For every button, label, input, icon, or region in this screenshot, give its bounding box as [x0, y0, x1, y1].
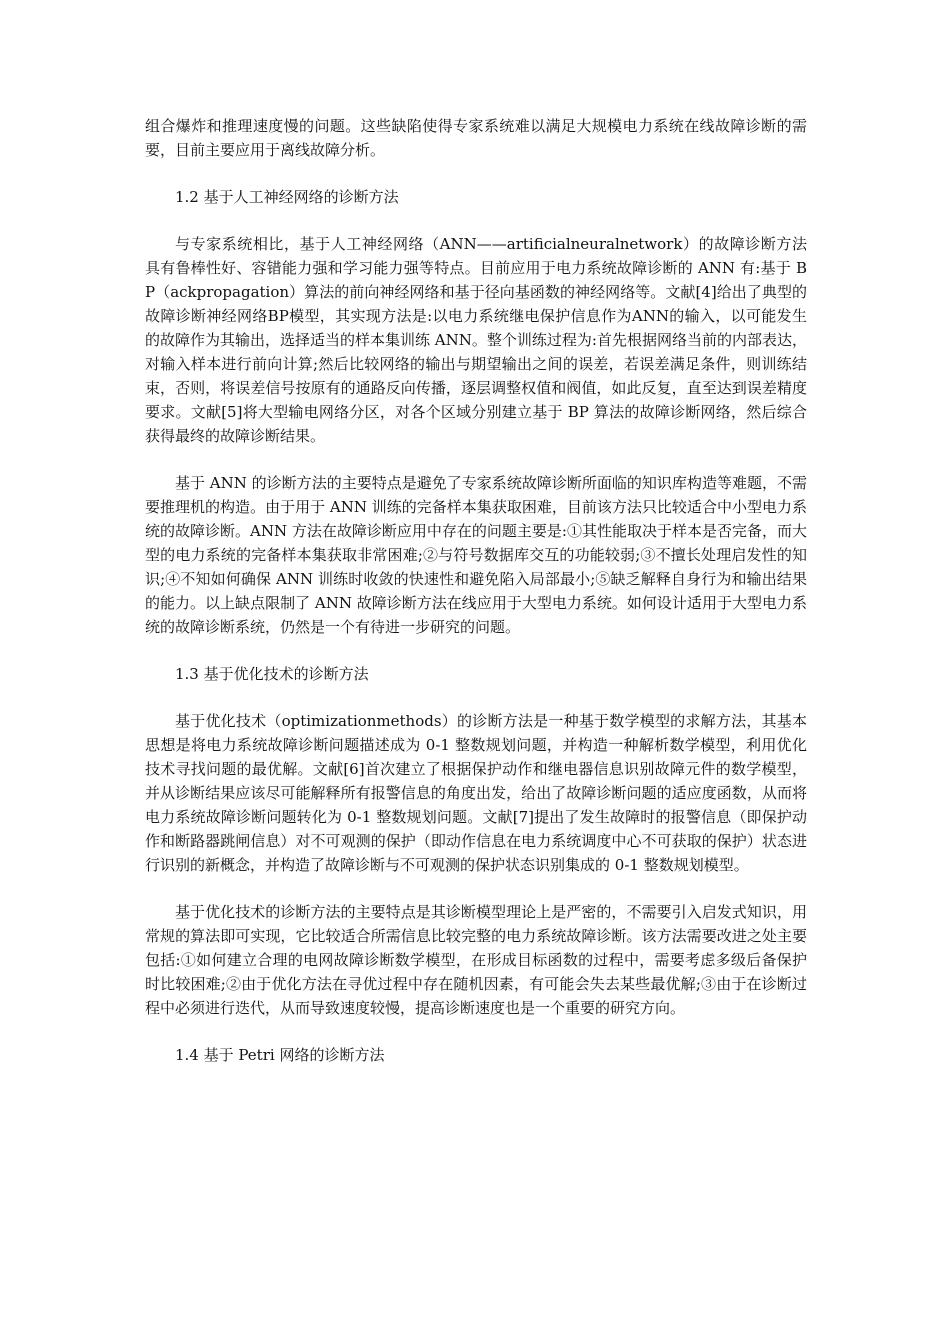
- section-heading-1-2: 1.2 基于人工神经网络的诊断方法: [175, 188, 399, 206]
- paragraph-optimization-features: 基于优化技术的诊断方法的主要特点是其诊断模型理论上是严密的，不需要引入启发式知识，用常规的算法即可实现，它比较适合所需信息比较完整的电力系统故障诊断。该方法需要改进之处主要包括:①如何建立合理的电网故障诊断数学模型，在形成目标函数的过程中，需要考虑多级后备保护时比较困难;②由于优化方法在寻优过程中存在随机因素，有可能会失去某些最优解;③由于在诊断过程中必须进行迭代，从而导致速度较慢，提高诊断速度也是一个重要的研究方向。: [145, 903, 807, 1017]
- section-heading-1-3: 1.3 基于优化技术的诊断方法: [175, 665, 369, 683]
- paragraph-continuation: 组合爆炸和推理速度慢的问题。这些缺陷使得专家系统难以满足大规模电力系统在线故障诊断的需要，目前主要应用于离线故障分析。: [145, 117, 807, 159]
- paragraph-ann-overview: 与专家系统相比，基于人工神经网络（ANN——artificialneuralnetwork）的故障诊断方法具有鲁棒性好、容错能力强和学习能力强等特点。目前应用于电力系统故障诊断的 ANN 有:基于 BP（ackpropagation）算法的前向神经网络和基于径向基函数的神经网络等。文献[4]给出了典型的故障诊断神经网络BP模型，其实现方法是:以电力系统继电保护信息作为ANN的输入，以可能发生的故障作为其输出，选择适当的样本集训练 ANN。整个训练过程为:首先根据网络当前的内部表达，对输入样本进行前向计算;然后比较网络的输出与期望输出之间的误差，若误差满足条件，则训练结束，否则，将误差信号按原有的通路反向传播，逐层调整权值和阀值，如此反复，直至达到误差精度要求。文献[5]将大型输电网络分区，对各个区域分别建立基于 BP 算法的故障诊断网络，然后综合获得最终的故障诊断结果。: [145, 235, 807, 445]
- document-body: [145, 114, 807, 1090]
- paragraph-optimization-overview: 基于优化技术（optimizationmethods）的诊断方法是一种基于数学模型的求解方法，其基本思想是将电力系统故障诊断问题描述成为 0-1 整数规划问题，并构造一种解析数学模型，利用优化技术寻找问题的最优解。文献[6]首次建立了根据保护动作和继电器信息识别故障元件的数学模型，并从诊断结果应该尽可能解释所有报警信息的角度出发，给出了故障诊断问题的适应度函数，从而将电力系统故障诊断问题转化为 0-1 整数规划问题。文献[7]提出了发生故障时的报警信息（即保护动作和断路器跳闸信息）对不可观测的保护（即动作信息在电力系统调度中心不可获取的保护）状态进行识别的新概念，并构造了故障诊断与不可观测的保护状态识别集成的 0-1 整数规划模型。: [145, 712, 807, 874]
- section-heading-1-4: 1.4 基于 Petri 网络的诊断方法: [175, 1046, 385, 1064]
- paragraph-ann-features: 基于 ANN 的诊断方法的主要特点是避免了专家系统故障诊断所面临的知识库构造等难题，不需要推理机的构造。由于用于 ANN 训练的完备样本集获取困难，目前该方法只比较适合中小型电力系统的故障诊断。ANN 方法在故障诊断应用中存在的问题主要是:①其性能取决于样本是否完备，而大型的电力系统的完备样本集获取非常困难;②与符号数据库交互的功能较弱;③不擅长处理启发性的知识;④不知如何确保 ANN 训练时收敛的快速性和避免陷入局部最小;⑤缺乏解释自身行为和输出结果的能力。以上缺点限制了 ANN 故障诊断方法在线应用于大型电力系统。如何设计适用于大型电力系统的故障诊断系统，仍然是一个有待进一步研究的问题。: [145, 474, 807, 636]
